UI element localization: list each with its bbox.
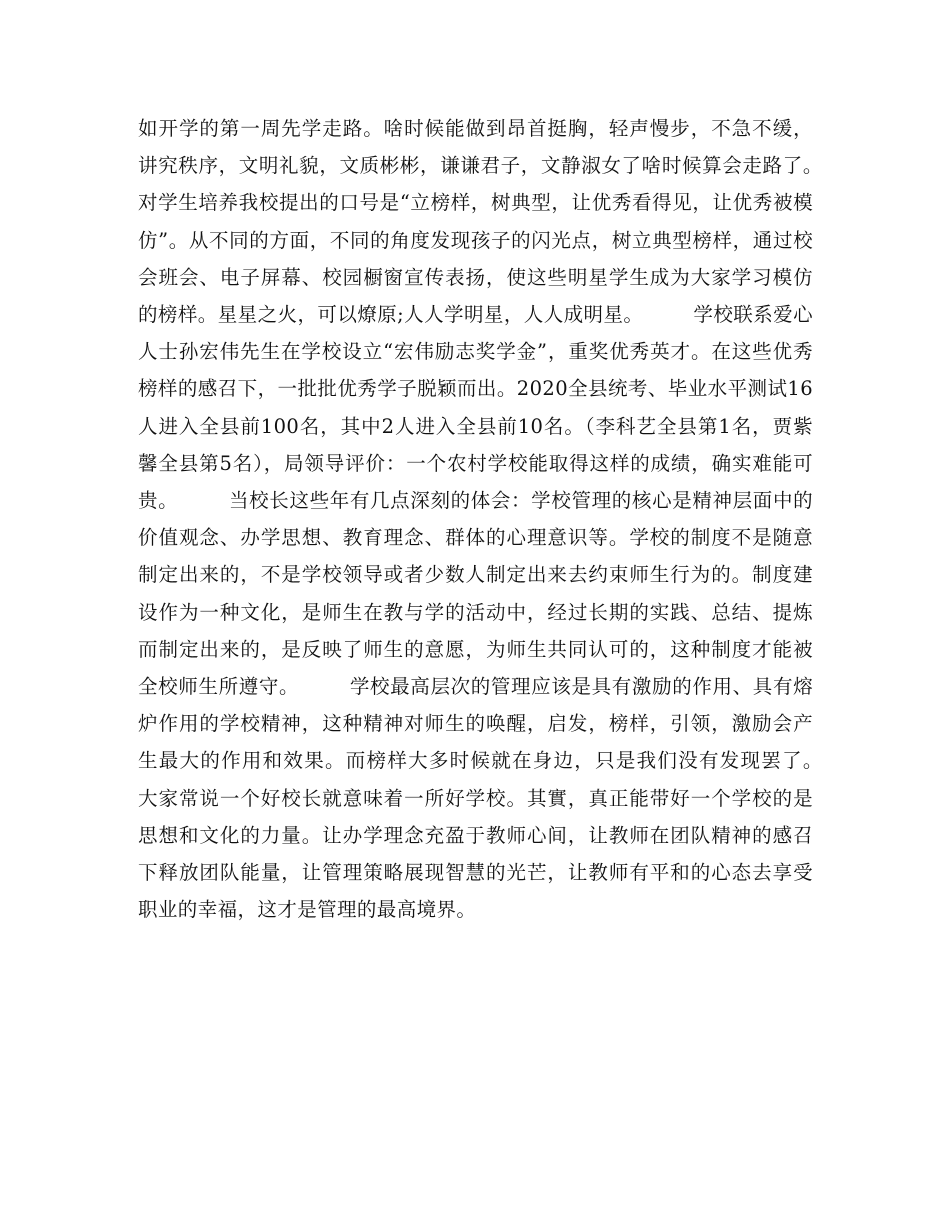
body-paragraph: 如开学的第一周先学走路。啥时候能做到昂首挺胸，轻声慢步，不急不缓，讲究秩序，文明礼貌，文质彬彬，谦谦君子，文静淑女了啥时候算会走路了。 对学生培养我校提出的口号是“立榜样，树典型，让优秀看得见，让优秀被模仿”。从不同的方面，不同的角度发现孩子的闪光点，树立典型榜样，通过校会班会、电子屏幕、校园橱窗宣传表扬，使这些明星学生成为大家学习模仿的榜样。星星之火，可以燎原;人人学明星，人人成明星。 学校联系爱心人士孙宏伟先生在学校设立“宏伟励志奖学金”，重奖优秀英才。在这些优秀榜样的感召下，一批批优秀学子脱颖而出。2020全县统考、毕业水平测试16人进入全县前100名，其中2人进入全县前10名。（李科艺全县第1名，贾紫馨全县第5名），局领导评价：一个农村学校能取得这样的成绩，确实难能可贵。 当校长这些年有几点深刻的体会：学校管理的核心是精神层面中的价值观念、办学思想、教育理念、群体的心理意识等。学校的制度不是随意制定出来的，不是学校领导或者少数人制定出来去约束师生行为的。制度建设作为一种文化，是师生在教与学的活动中，经过长期的实践、总结、提炼而制定出来的，是反映了师生的意愿，为师生共同认可的，这种制度才能被全校师生所遵守。 学校最高层次的管理应该是具有激励的作用、具有熔炉作用的学校精神，这种精神对师生的唤醒，启发，榜样，引领，激励会产生最大的作用和效果。而榜样大多时候就在身边，只是我们没有发现罢了。 大家常说一个好校长就意味着一所好学校。其實，真正能带好一个学校的是思想和文化的力量。让办学理念充盈于教师心间，让教师在团队精神的感召下释放团队能量，让管理策略展现智慧的光芒，让教师有平和的心态去享受职业的幸福，这才是管理的最高境界。: [138, 117, 873, 922]
